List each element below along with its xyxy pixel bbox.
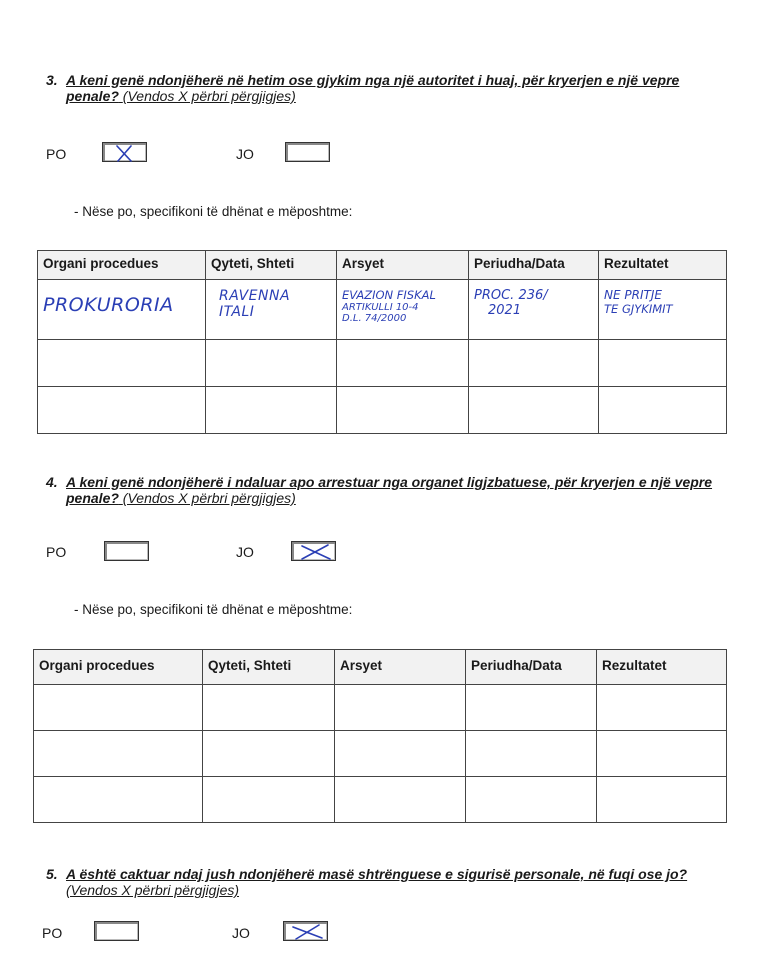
table-cell[interactable]	[206, 280, 337, 340]
handwritten-text: EVAZION FISKAL	[342, 288, 436, 302]
table-row	[34, 777, 727, 823]
table-cell[interactable]	[34, 777, 203, 823]
q3-jo-checkbox[interactable]	[285, 142, 330, 162]
question-4	[46, 474, 736, 506]
table-row	[38, 280, 727, 340]
handwritten-text: 2021	[488, 303, 522, 318]
table-cell[interactable]	[203, 777, 335, 823]
table-cell[interactable]	[469, 387, 599, 434]
question-3-number: 3.	[46, 72, 58, 88]
table-cell[interactable]	[38, 387, 206, 434]
q3-specify-note: - Nëse po, specifikoni të dhënat e mëposhtme:	[74, 204, 353, 219]
q4-po-checkbox[interactable]	[104, 541, 149, 561]
table-cell[interactable]	[337, 280, 469, 340]
q4-po-label: PO	[46, 544, 67, 560]
table-cell[interactable]	[34, 685, 203, 731]
handwritten-text: NE PRITJE	[604, 288, 662, 302]
table-row	[38, 340, 727, 387]
column-header: Arsyet	[335, 650, 466, 685]
table-row	[38, 387, 727, 434]
q4-specify-note: - Nëse po, specifikoni të dhënat e mëposhtme:	[74, 602, 353, 617]
table-cell[interactable]	[597, 685, 727, 731]
table-header-row	[38, 251, 727, 280]
question-3-hint: (Vendos X përbri përgjigjes)	[122, 88, 296, 104]
table-cell[interactable]	[466, 685, 597, 731]
question-3	[46, 72, 736, 104]
handwritten-text: PROKURORIA	[43, 294, 174, 316]
table-cell[interactable]	[337, 340, 469, 387]
question-4-text: A keni genë ndonjëherë i ndaluar apo arrestuar nga organet ligjzbatuese, për kryerjen e një vepre penale? (Vendos X përbri përgjigjes)	[66, 474, 713, 506]
column-header: Qyteti, Shteti	[206, 251, 337, 280]
question-3-text: A keni genë ndonjëherë në hetim ose gjykim nga një autoritet i huaj, për kryerjen e një vepre penale? (Vendos X përbri përgjigjes)	[66, 72, 680, 104]
handwritten-text: RAVENNA	[219, 288, 291, 304]
q5-po-label: PO	[42, 925, 63, 941]
table-cell[interactable]	[599, 340, 727, 387]
question-4-hint: (Vendos X përbri përgjigjes)	[122, 490, 296, 506]
table-cell[interactable]	[599, 280, 727, 340]
table-cell[interactable]	[597, 777, 727, 823]
table-cell[interactable]	[337, 387, 469, 434]
q4-jo-label: JO	[236, 544, 254, 560]
q4-table	[33, 649, 727, 823]
table-cell[interactable]	[38, 340, 206, 387]
column-header: Periudha/Data	[469, 251, 599, 280]
x-mark-icon	[103, 143, 148, 163]
column-header: Rezultatet	[599, 251, 727, 280]
question-5-number: 5.	[46, 866, 58, 882]
table-cell[interactable]	[34, 731, 203, 777]
column-header: Qyteti, Shteti	[203, 650, 335, 685]
handwritten-text: ITALI	[219, 304, 255, 320]
table-cell[interactable]	[335, 731, 466, 777]
handwritten-text: ARTIKULLI 10-4	[342, 302, 419, 313]
column-header: Rezultatet	[597, 650, 727, 685]
table-cell[interactable]	[466, 777, 597, 823]
question-5-hint: (Vendos X përbri përgjigjes)	[66, 882, 240, 898]
question-4-number: 4.	[46, 474, 58, 490]
q5-jo-checkbox[interactable]	[283, 921, 328, 941]
table-cell[interactable]	[206, 340, 337, 387]
q3-jo-label: JO	[236, 146, 254, 162]
table-cell[interactable]	[469, 280, 599, 340]
table-cell[interactable]	[469, 340, 599, 387]
table-cell[interactable]	[206, 387, 337, 434]
table-cell[interactable]	[335, 777, 466, 823]
question-5	[46, 866, 736, 898]
x-mark-icon	[284, 922, 329, 942]
q3-po-label: PO	[46, 146, 67, 162]
handwritten-text: PROC. 236/	[474, 288, 548, 303]
table-cell[interactable]	[466, 731, 597, 777]
column-header: Organi procedues	[34, 650, 203, 685]
q5-jo-label: JO	[232, 925, 250, 941]
table-cell[interactable]	[335, 685, 466, 731]
column-header: Organi procedues	[38, 251, 206, 280]
table-row	[34, 731, 727, 777]
q4-jo-checkbox[interactable]	[291, 541, 336, 561]
column-header: Arsyet	[337, 251, 469, 280]
table-cell[interactable]	[38, 280, 206, 340]
table-row	[34, 685, 727, 731]
question-5-text: A është caktuar ndaj jush ndonjëherë masë shtrënguese e sigurisë personale, në fuqi ose jo? (Vendos X përbri përgjigjes)	[66, 866, 688, 898]
table-cell[interactable]	[599, 387, 727, 434]
table-cell[interactable]	[597, 731, 727, 777]
handwritten-text: TE GJYKIMIT	[604, 302, 673, 316]
q5-po-checkbox[interactable]	[94, 921, 139, 941]
table-cell[interactable]	[203, 731, 335, 777]
handwritten-text: D.L. 74/2000	[342, 313, 407, 324]
table-header-row	[34, 650, 727, 685]
q3-table	[37, 250, 727, 434]
column-header: Periudha/Data	[466, 650, 597, 685]
x-mark-icon	[292, 542, 337, 562]
q3-po-checkbox[interactable]	[102, 142, 147, 162]
table-cell[interactable]	[203, 685, 335, 731]
